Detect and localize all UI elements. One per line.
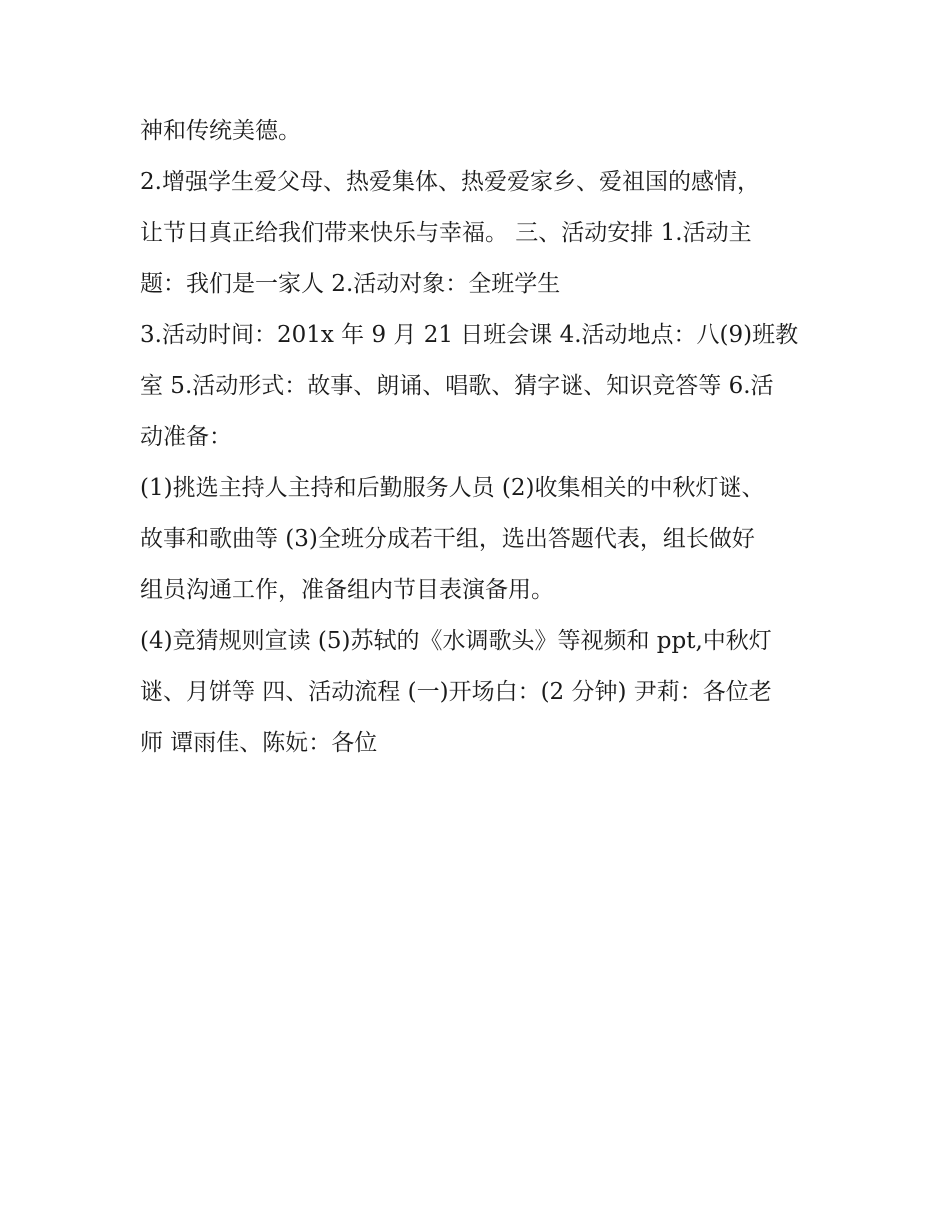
- document-body: [140, 106, 820, 769]
- text-line: 题：我们是一家人 2.活动对象：全班学生: [140, 271, 561, 297]
- text-line: 故事和歌曲等 (3)全班分成若干组，选出答题代表，组长做好: [140, 526, 755, 552]
- text-line: 让节日真正给我们带来快乐与幸福。 三、活动安排 1.活动主: [140, 220, 752, 246]
- text-line: 组员沟通工作，准备组内节目表演备用。: [140, 577, 554, 603]
- text-line: 谜、月饼等 四、活动流程 (一)开场白：(2 分钟) 尹莉：各位老: [140, 679, 772, 705]
- text-line: 室 5.活动形式：故事、朗诵、唱歌、猜字谜、知识竞答等 6.活: [140, 373, 774, 399]
- text-line: 2.增强学生爱父母、热爱集体、热爱爱家乡、爱祖国的感情，: [140, 169, 760, 195]
- text-line: 动准备：: [140, 424, 232, 450]
- text-line: 3.活动时间：201x 年 9 月 21 日班会课 4.活动地点：八(9)班教: [140, 322, 799, 348]
- text-line: 神和传统美德。: [140, 118, 301, 144]
- text-line: (1)挑选主持人主持和后勤服务人员 (2)收集相关的中秋灯谜、: [140, 475, 765, 501]
- text-line: 师 谭雨佳、陈妧：各位: [140, 730, 378, 756]
- text-line: (4)竞猜规则宣读 (5)苏轼的《水调歌头》等视频和 ppt,中秋灯: [140, 628, 772, 654]
